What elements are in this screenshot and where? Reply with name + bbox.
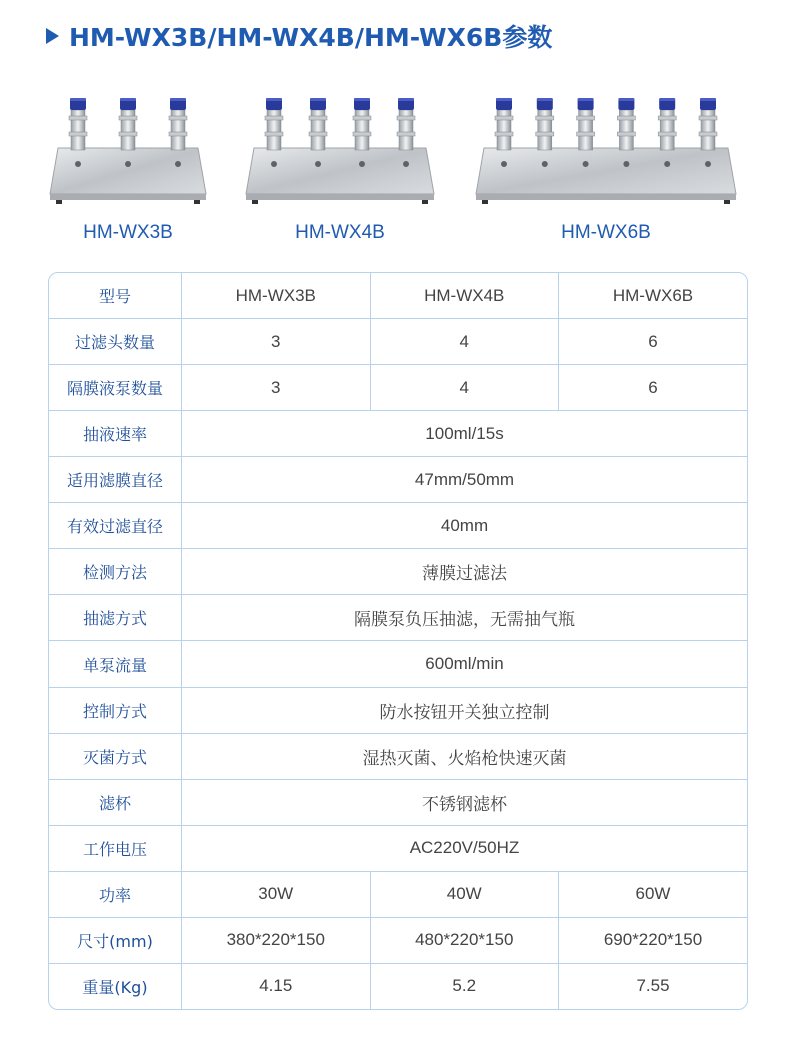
spec-label: 过滤头数量	[49, 319, 182, 365]
filtration-unit-4-heads-image	[244, 90, 436, 210]
spec-value: 7.55	[559, 963, 748, 1009]
spec-value: 3	[182, 365, 371, 411]
spec-row	[49, 365, 747, 411]
spec-value: HM-WX6B	[559, 273, 748, 319]
spec-label: 控制方式	[49, 687, 182, 733]
spec-row	[49, 733, 747, 779]
triangle-bullet-icon	[46, 28, 59, 44]
product-hm-wx3b	[48, 90, 208, 243]
spec-value: 4	[370, 319, 559, 365]
page-title-text: HM-WX3B/HM-WX4B/HM-WX6B参数	[69, 23, 553, 52]
spec-value-shared: 100ml/15s	[182, 411, 748, 457]
spec-row	[49, 779, 747, 825]
page-title	[46, 18, 552, 54]
spec-value-shared: 湿热灭菌、火焰枪快速灭菌	[182, 733, 748, 779]
spec-value: HM-WX3B	[182, 273, 371, 319]
spec-row	[49, 963, 747, 1009]
product-hm-wx4b	[244, 90, 436, 243]
product-name: HM-WX6B	[561, 222, 651, 243]
product-gallery	[0, 90, 790, 260]
spec-row	[49, 503, 747, 549]
spec-label: 检测方法	[49, 549, 182, 595]
spec-label: 滤杯	[49, 779, 182, 825]
spec-value: 690*220*150	[559, 917, 748, 963]
spec-value-shared: 40mm	[182, 503, 748, 549]
spec-value: HM-WX4B	[370, 273, 559, 319]
product-name: HM-WX3B	[83, 222, 173, 243]
spec-label: 尺寸(mm)	[49, 917, 182, 963]
spec-label: 抽液速率	[49, 411, 182, 457]
spec-row	[49, 825, 747, 871]
spec-table	[48, 272, 748, 1010]
spec-value: 6	[559, 365, 748, 411]
spec-value-shared: 600ml/min	[182, 641, 748, 687]
spec-value: 380*220*150	[182, 917, 371, 963]
spec-label: 重量(Kg)	[49, 963, 182, 1009]
spec-row	[49, 871, 747, 917]
spec-value-shared: 隔膜泵负压抽滤，无需抽气瓶	[182, 595, 748, 641]
spec-value: 30W	[182, 871, 371, 917]
spec-value-shared: 防水按钮开关独立控制	[182, 687, 748, 733]
spec-value: 40W	[370, 871, 559, 917]
spec-label: 工作电压	[49, 825, 182, 871]
spec-label: 抽滤方式	[49, 595, 182, 641]
spec-row	[49, 917, 747, 963]
spec-value: 4.15	[182, 963, 371, 1009]
spec-label: 功率	[49, 871, 182, 917]
spec-value-shared: 47mm/50mm	[182, 457, 748, 503]
spec-value-shared: 不锈钢滤杯	[182, 779, 748, 825]
product-hm-wx6b	[474, 90, 738, 243]
spec-row	[49, 273, 747, 319]
spec-row	[49, 457, 747, 503]
spec-value: 60W	[559, 871, 748, 917]
spec-label: 隔膜液泵数量	[49, 365, 182, 411]
spec-row	[49, 411, 747, 457]
spec-label: 型号	[49, 273, 182, 319]
filtration-unit-6-heads-image	[474, 90, 738, 210]
spec-value: 4	[370, 365, 559, 411]
spec-value: 480*220*150	[370, 917, 559, 963]
filtration-unit-3-heads-image	[48, 90, 208, 210]
spec-row	[49, 319, 747, 365]
spec-value: 6	[559, 319, 748, 365]
product-name: HM-WX4B	[295, 222, 385, 243]
spec-row	[49, 687, 747, 733]
spec-label: 适用滤膜直径	[49, 457, 182, 503]
spec-row	[49, 641, 747, 687]
spec-value: 5.2	[370, 963, 559, 1009]
spec-value: 3	[182, 319, 371, 365]
spec-label: 灭菌方式	[49, 733, 182, 779]
spec-label: 单泵流量	[49, 641, 182, 687]
spec-value-shared: 薄膜过滤法	[182, 549, 748, 595]
spec-row	[49, 595, 747, 641]
spec-value-shared: AC220V/50HZ	[182, 825, 748, 871]
spec-row	[49, 549, 747, 595]
spec-label: 有效过滤直径	[49, 503, 182, 549]
